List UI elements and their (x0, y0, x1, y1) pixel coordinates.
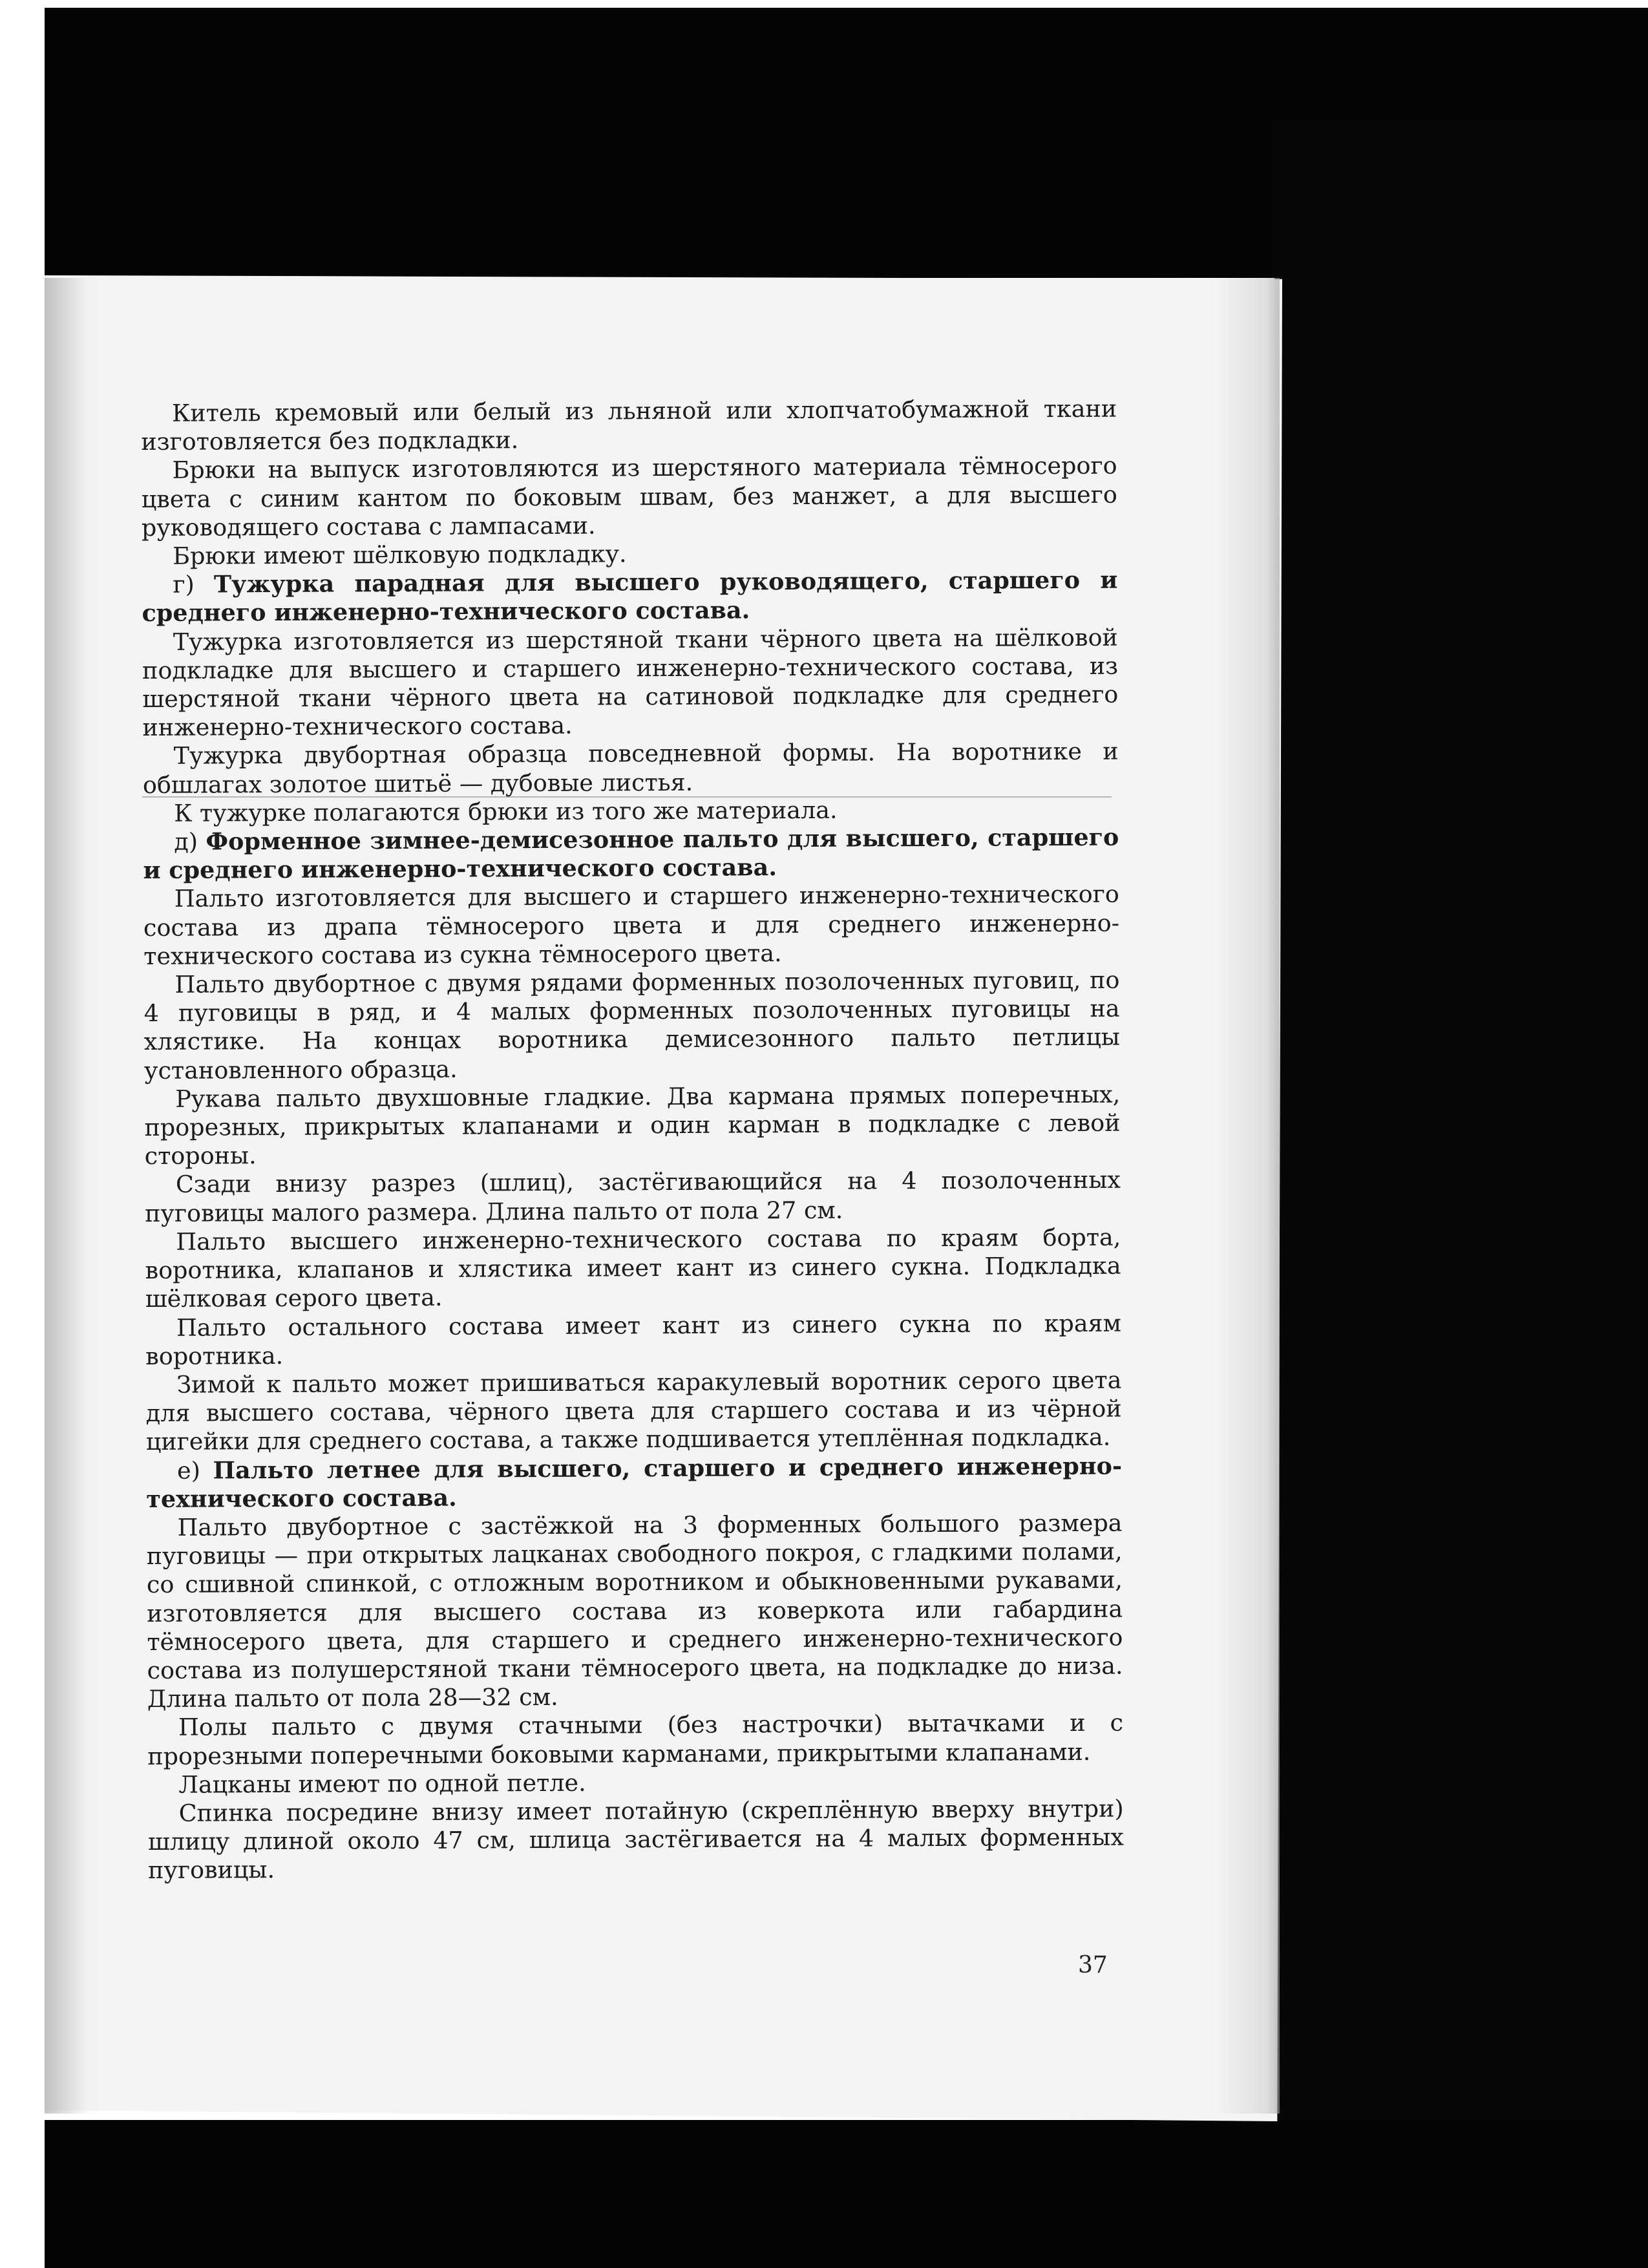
scanner-background-bottom (45, 2120, 1648, 2268)
page-number: 37 (1078, 1952, 1108, 1978)
paragraph: Зимой к пальто может пришиваться каракулевый воротник серого цвета для высшего состава, чёрного цвета для старшего состава и из чёрной цигейки для среднего состава, а также подшивается утеплённая подкладка. (145, 1366, 1122, 1456)
paragraph: К тужурке полагаются брюки из того же материала. (174, 796, 838, 827)
section-heading (143, 823, 1119, 885)
paragraph: Пальто остального состава имеет кант из синего сукна по краям воротника. (145, 1309, 1122, 1370)
page-edge-shadow (1215, 278, 1280, 2114)
paragraph: Пальто изготовляется для высшего и старшего инженерно-технического состава из драпа тёмносерого цвета и для среднего инженерно-технического состава из сукна тёмносерого цвета. (143, 880, 1120, 970)
scan-margin-left (0, 0, 45, 2268)
paragraph: Спинка посредине внизу имеет потайную (скреплённую вверху внутри) шлицу длиной около 47 см, шлица застёгивается на 4 малых форменных пуговицы. (147, 1794, 1124, 1885)
paragraph: Пальто двубортное с двумя рядами форменных позолоченных пуговиц, по 4 пуговицы в ряд, и 4 малых форменных позолоченных пуговицы на хлястике. На концах воротника демисезонного пальто петлицы установленного образца. (143, 966, 1120, 1085)
section-marker: д) (174, 827, 198, 856)
paragraph: Брюки имеют шёлковую подкладку. (173, 540, 627, 570)
scanner-background-right (1274, 123, 1648, 2152)
paragraph: Пальто высшего инженерно-технического состава по краям борта, воротника, клапанов и хлястика имеет кант из синего сукна. Подкладка шёлковая серого цвета. (145, 1223, 1121, 1313)
section-heading-text: Пальто летнее для высшего, старшего и среднего инженерно-технического состава. (146, 1452, 1123, 1513)
paragraph: Тужурка двубортная образца повседневной формы. На воротнике и обшлагах золотое шитьё — дубовые листья. (142, 737, 1119, 799)
paragraph: Брюки на выпуск изготовляются из шерстяного материала тёмносерого цвета с синим кантом по боковым швам, без манжет, а для высшего руководящего состава с лампасами. (141, 452, 1117, 542)
page-gutter-shadow (45, 278, 103, 2114)
section-marker: е) (176, 1456, 201, 1485)
paragraph: Полы пальто с двумя стачными (без настрочки) вытачками и с прорезными поперечными боковыми карманами, прикрытыми клапанами. (147, 1708, 1124, 1770)
paragraph: Тужурка изготовляется из шерстяной ткани чёрного цвета на шёлковой подкладке для высшего и старшего инженерно-технического состава, из шерстяной ткани чёрного цвета на сатиновой подкладке для среднего инженерно-технического состава. (142, 623, 1119, 742)
section-heading-text: Форменное зимнее-демисезонное пальто для высшего, старшего и среднего инженерно-технического состава. (143, 823, 1119, 885)
paragraph: Сзади внизу разрез (шлиц), застёгивающийся на 4 позолоченных пуговицы малого размера. Длина пальто от пола 27 см. (145, 1166, 1121, 1227)
paragraph: Рукава пальто двухшовные гладкие. Два кармана прямых поперечных, прорезных, прикрытых клапанами и один карман в подкладке с левой стороны. (144, 1080, 1121, 1171)
section-marker: г) (173, 570, 195, 599)
section-heading (142, 566, 1117, 628)
section-heading-text: Тужурка парадная для высшего руководящего, старшего и среднего инженерно-технического состава. (142, 566, 1118, 628)
paragraph: Китель кремовый или белый из льняной или хлопчатобумажной ткани изготовляется без подкладки. (141, 394, 1117, 456)
scan-edge-top (0, 0, 1648, 8)
page-text (141, 395, 1124, 1885)
paragraph: Пальто двубортное с застёжкой на 3 форменных большого размера пуговицы — при открытых лацканах свободного покроя, с гладкими полами, со сшивной спинкой, с отложным воротником и обыкновенными рукавами, изготовляется для высшего состава из коверкота или габардина тёмносерого цвета, для старшего и среднего инженерно-технического состава из полушерстяной ткани тёмносерого цвета, на подкладке до низа. Длина пальто от пола 28—32 см. (146, 1509, 1123, 1713)
paragraph: Лацканы имеют по одной петле. (178, 1768, 586, 1799)
section-heading (146, 1452, 1122, 1514)
